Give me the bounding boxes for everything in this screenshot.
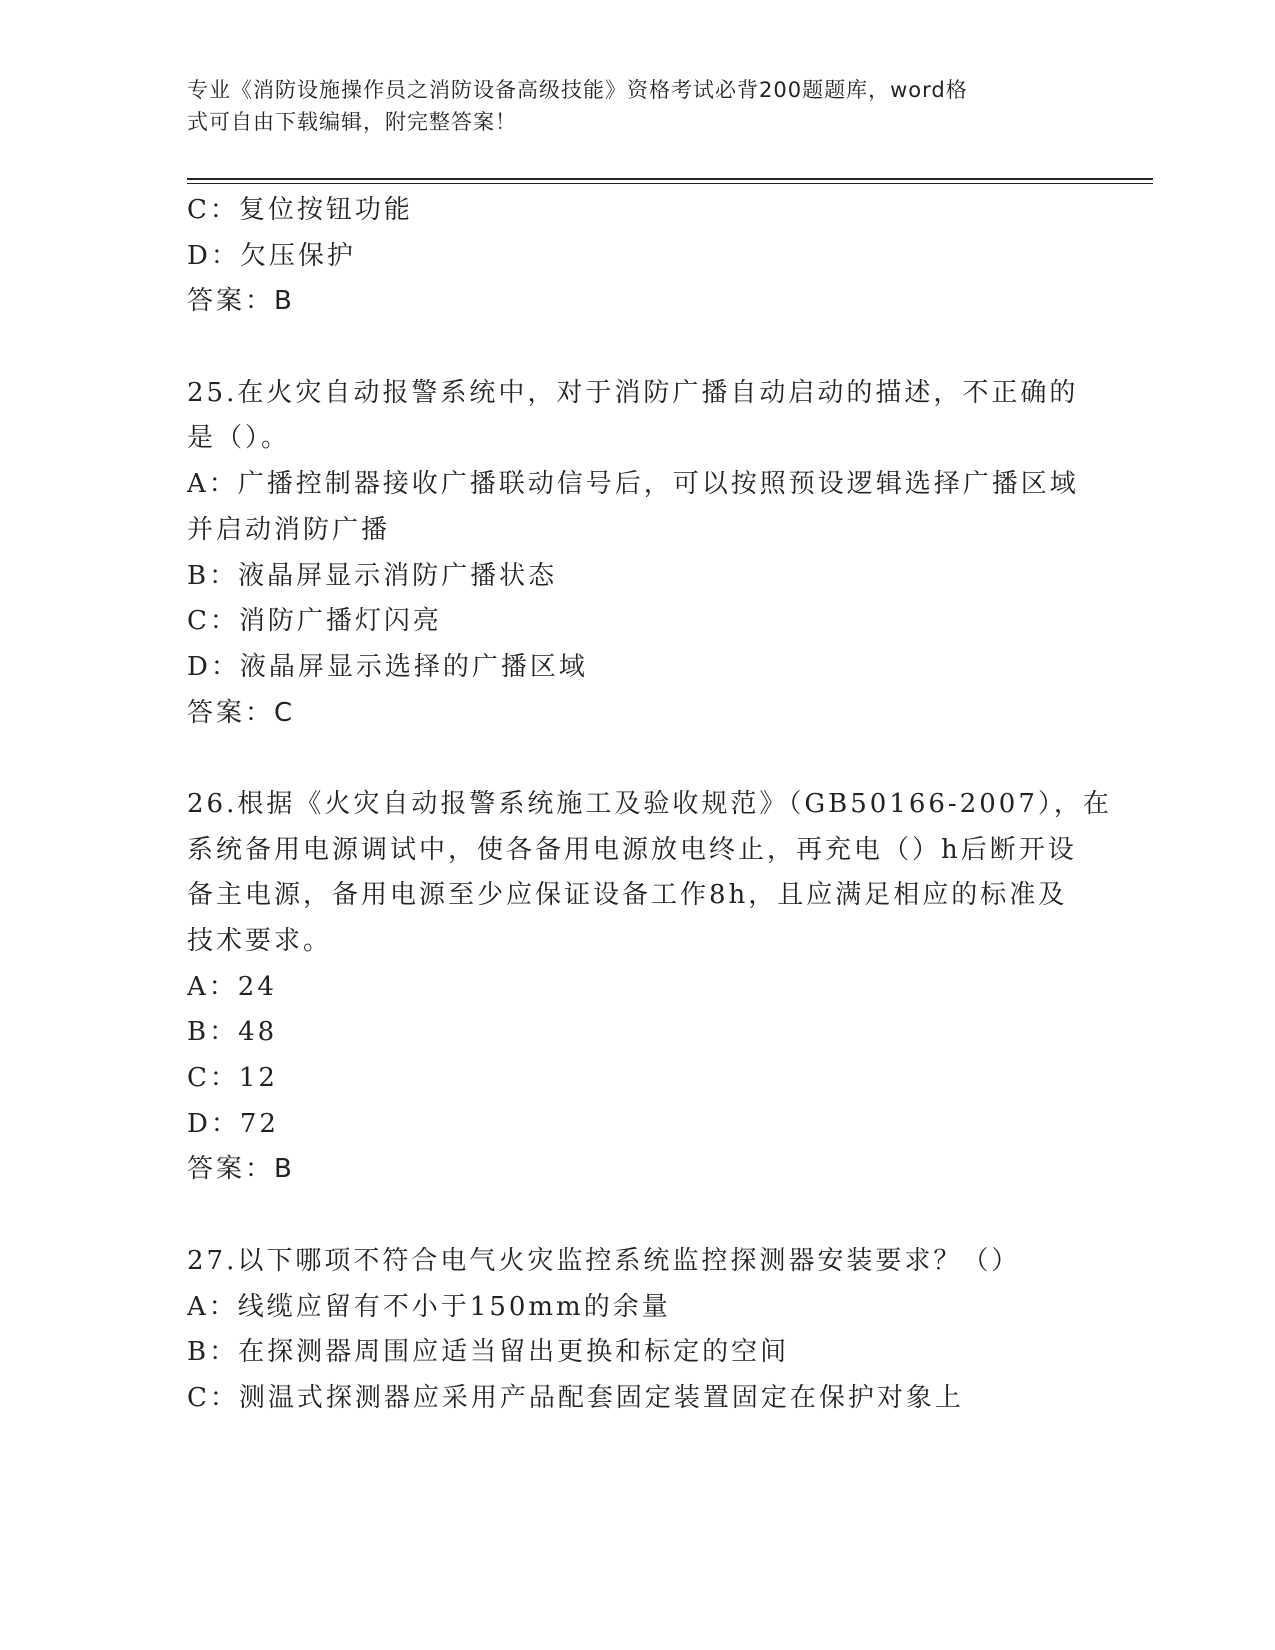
spacer (187, 325, 1087, 371)
spacer (187, 736, 1087, 782)
q25-stem-line-2: 是（）。 (187, 423, 291, 454)
page-header (187, 74, 1067, 138)
q27-option-c: C：测温式探测器应采用产品配套固定装置固定在保护对象上 (187, 1382, 964, 1413)
q25-option-a-line-1: A：广播控制器接收广播联动信号后，可以按照预设逻辑选择广播区域 (187, 469, 1079, 500)
q24-answer: 答案：B (187, 286, 295, 317)
q27-option-b: B：在探测器周围应适当留出更换和标定的空间 (187, 1337, 790, 1368)
q25-option-c: C：消防广播灯闪亮 (187, 606, 442, 637)
question-26 (187, 782, 1112, 1193)
q25-option-a-line-2: 并启动消防广播 (187, 514, 391, 545)
header-line-1: 专业《消防设施操作员之消防设备高级技能》资格考试必背200题题库，word格 (187, 78, 968, 102)
q26-option-c: C：12 (187, 1063, 278, 1094)
header-divider-thick (187, 178, 1153, 180)
q25-option-d: D：液晶屏显示选择的广播区域 (187, 651, 588, 682)
q26-option-a: A：24 (187, 971, 277, 1002)
q26-answer: 答案：B (187, 1154, 295, 1185)
q24-option-c: C：复位按钮功能 (187, 195, 413, 225)
q27-option-a: A：线缆应留有不小于150mm的余量 (187, 1291, 671, 1322)
q26-option-b: B：48 (187, 1017, 278, 1048)
q27-stem-line-1: 27.以下哪项不符合电气火灾监控系统监控探测器安装要求？（） (187, 1245, 1021, 1276)
header-line-2: 式可自由下载编辑，附完整答案！ (187, 110, 517, 134)
q26-option-d: D：72 (187, 1108, 279, 1139)
q26-stem-line-1: 26.根据《火灾自动报警系统施工及验收规范》（GB50166-2007），在 (187, 788, 1112, 819)
q26-stem-line-3: 备主电源，备用电源至少应保证设备工作8h，且应满足相应的标准及 (187, 880, 1068, 911)
question-content (187, 188, 1112, 1422)
q25-stem-line-1: 25.在火灾自动报警系统中，对于消防广播自动启动的描述，不正确的 (187, 377, 1079, 408)
q25-answer: 答案：C (187, 697, 296, 728)
q26-stem-line-2: 系统备用电源调试中，使各备用电源放电终止，再充电（）h后断开设 (187, 834, 1077, 865)
question-25 (187, 371, 1087, 737)
header-divider-thin (187, 183, 1153, 184)
question-24-tail (187, 188, 1087, 325)
question-27 (187, 1239, 1087, 1422)
q26-stem-line-4: 技术要求。 (187, 926, 333, 956)
q25-option-b: B：液晶屏显示消防广播状态 (187, 560, 558, 591)
spacer (187, 1193, 1087, 1239)
q24-option-d: D：欠压保护 (187, 240, 356, 271)
